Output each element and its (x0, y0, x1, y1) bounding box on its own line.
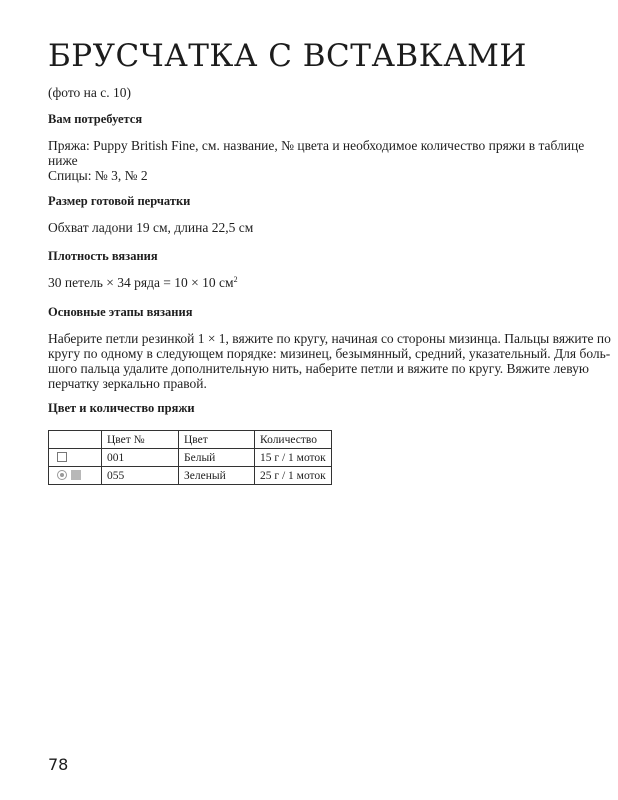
grey-square-icon (71, 470, 81, 480)
steps-line: шого пальца удалите дополнительную нить, наберите петли и вяжите по кругу. Вяжите левую (48, 361, 589, 376)
table-header-number: Цвет № (102, 431, 179, 449)
gauge-line (48, 275, 574, 290)
steps-line: перчатку зеркально правой. (48, 376, 207, 391)
needs-text (48, 138, 585, 183)
quantity-cell: 15 г / 1 моток (255, 449, 332, 467)
swatch-cell (49, 449, 102, 467)
needs-heading: Вам потребуется (48, 112, 143, 126)
color-number-cell: 055 (102, 467, 179, 485)
gauge-text (48, 275, 574, 290)
table-row (49, 467, 332, 485)
steps-line: кругу по одному в следующем порядке: мизинец, безымянный, средний, указательный. Для боль- (48, 346, 611, 361)
dot-circle-icon (57, 470, 67, 480)
quantity-cell: 25 г / 1 моток (255, 467, 332, 485)
size-text (48, 220, 574, 235)
color-qty-heading: Цвет и количество пряжи (48, 401, 195, 415)
white-square-icon (57, 452, 67, 462)
table-header-quantity: Количество (255, 431, 332, 449)
color-number-cell: 001 (102, 449, 179, 467)
gauge-value: 30 петель × 34 ряда = 10 × 10 см (48, 275, 234, 290)
steps-heading: Основные этапы вязания (48, 305, 193, 319)
page-title: БРУСЧАТКА С ВСТАВКАМИ (48, 38, 527, 74)
gauge-heading: Плотность вязания (48, 249, 158, 263)
color-name-cell: Белый (179, 449, 255, 467)
yarn-table (48, 430, 332, 485)
yarn-line-cont: ниже (48, 153, 78, 168)
needles-line: Спицы: № 3, № 2 (48, 168, 148, 183)
table-header-row (49, 431, 332, 449)
yarn-line: Пряжа: Puppy British Fine, см. название, № цвета и необходимое количество пряжи в таблице (48, 138, 585, 153)
table-header-swatch (49, 431, 102, 449)
table-header-color: Цвет (179, 431, 255, 449)
page-number: 78 (48, 755, 69, 774)
steps-text (48, 331, 611, 391)
swatch-cell (49, 467, 102, 485)
photo-reference: (фото на с. 10) (48, 85, 131, 100)
table-row (49, 449, 332, 467)
color-name-cell: Зеленый (179, 467, 255, 485)
steps-line: Наберите петли резинкой 1 × 1, вяжите по кругу, начиная со стороны мизинца. Пальцы вяжите по (48, 331, 611, 346)
size-line: Обхват ладони 19 см, длина 22,5 см (48, 220, 254, 235)
gauge-superscript: 2 (233, 275, 238, 284)
size-heading: Размер готовой перчатки (48, 194, 191, 208)
